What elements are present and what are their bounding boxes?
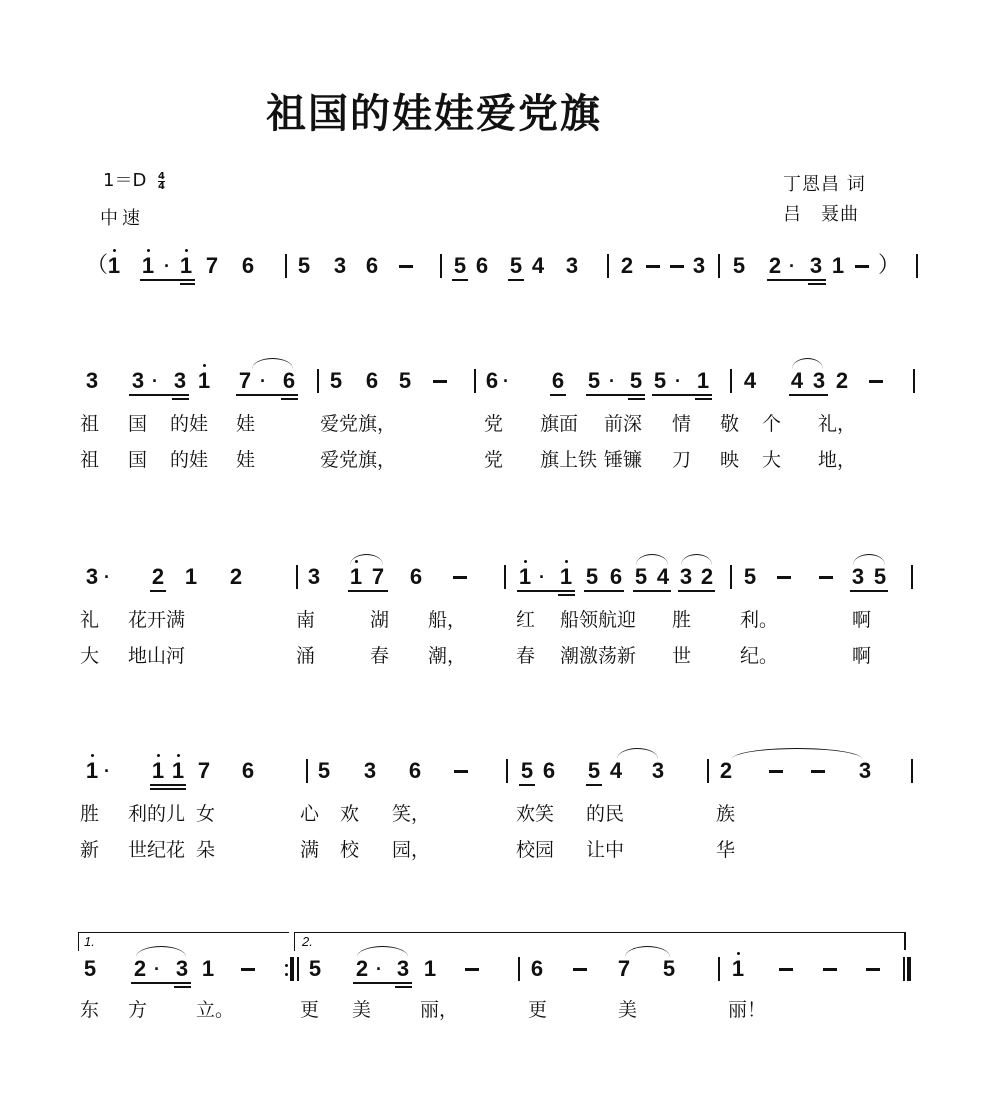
augmentation-dot: · [260,371,266,391]
lyric: 美 [618,999,638,1021]
lyric: 春 [516,645,536,667]
note: 6 [485,368,499,393]
underline-beam [140,279,195,281]
lyric: 更 [528,999,548,1021]
note: 2 [700,564,714,589]
note: 6 [551,368,565,393]
note: 4 [531,253,545,278]
note: 1 [349,564,363,589]
barline [607,254,609,278]
augmentation-dot: · [152,371,158,391]
high-octave-dot [185,249,188,252]
note: 3 [363,758,377,783]
note: 5 [308,956,322,981]
underline-beam [789,394,828,396]
note: 1 [184,564,198,589]
underline-beam [633,590,671,592]
note: 4 [656,564,670,589]
barline [296,565,298,589]
note: 1 [171,758,185,783]
note: 1 [518,564,532,589]
lyric: 利。 [740,609,779,631]
barline [285,254,287,278]
sustain-dash [779,968,793,971]
note: 3 [307,564,321,589]
note: 4 [743,368,757,393]
underline-beam [353,982,412,984]
note: 3 [858,758,872,783]
high-octave-dot [157,754,160,757]
note: 5 [585,564,599,589]
note: 5 [297,253,311,278]
slur-arc [350,554,383,565]
barline [317,369,319,393]
note: 5 [587,758,601,783]
volta-bracket-1 [78,932,289,951]
underline-beam [150,590,166,592]
lyric: 丽， [420,999,459,1021]
lyric: 丽！ [728,999,767,1021]
lyric: 湖 [370,609,390,631]
note: 2 [768,253,782,278]
note: 1 [731,956,745,981]
note: 6 [475,253,489,278]
barline [916,254,918,278]
underline-beam [150,784,186,786]
lyric: 美 [352,999,372,1021]
lyric: 潮激荡新 [560,645,637,667]
barline [730,369,732,393]
note: 5 [634,564,648,589]
note: 3 [396,956,410,981]
open-paren: （ [86,253,109,278]
underline-beam [131,982,191,984]
song-title: 祖国的娃娃爱党旗 [266,91,602,137]
key-label: 1＝D [103,170,147,191]
note: 3 [85,368,99,393]
augmentation-dot: · [675,371,681,391]
sustain-dash [869,380,883,383]
note: 3 [851,564,865,589]
slur-arc [792,358,823,369]
repeat-barline [290,957,294,981]
lyric: 更 [300,999,320,1021]
lyric: 胜 [672,609,692,631]
note: 5 [509,253,523,278]
sustain-dash [777,576,791,579]
volta-number-2: 2. [302,934,313,949]
lyric: 春 [370,645,390,667]
sustain-dash [453,576,467,579]
note: 7 [371,564,385,589]
note: 6 [282,368,296,393]
lyric: 映 [720,449,740,471]
augmentation-dot: · [376,959,382,979]
note: 3 [812,368,826,393]
lyric: 党 [484,449,504,471]
note: 1 [85,758,99,783]
sustain-dash [823,968,837,971]
repeat-dot [285,973,288,976]
time-signature [158,172,165,191]
augmentation-dot: · [104,761,110,781]
lyric: 礼 [80,609,100,631]
note: 3 [809,253,823,278]
lyric: 东 [80,999,100,1021]
high-octave-dot [113,249,116,252]
augmentation-dot: · [609,371,615,391]
note: 6 [542,758,556,783]
lyric: 礼， [818,413,857,435]
sustain-dash [241,968,255,971]
lyric: 园， [392,839,431,861]
augmentation-dot: · [104,567,110,587]
note: 2 [355,956,369,981]
lyric: 爱党旗， [320,413,397,435]
note: 5 [743,564,757,589]
note: 2 [835,368,849,393]
lyric: 朵 [196,839,216,861]
note: 1 [559,564,573,589]
slur-arc [681,554,712,565]
note: 1 [179,253,193,278]
note: 7 [617,956,631,981]
note: 3 [175,956,189,981]
barline [913,369,915,393]
note: 5 [317,758,331,783]
underline-beam [550,394,566,396]
sustain-dash [433,380,447,383]
lyric: 的娃 [170,449,209,471]
volta-number-1: 1. [84,934,95,949]
lyric: 船领航迎 [560,609,637,631]
augmentation-dot: · [154,959,160,979]
underline-beam [558,594,575,596]
sustain-dash [454,770,468,773]
time-bottom: 4 [158,180,166,192]
note: 3 [131,368,145,393]
augmentation-dot: · [789,256,795,276]
sustain-dash [573,968,587,971]
note: 5 [629,368,643,393]
barline [903,957,905,981]
barline [297,957,299,981]
high-octave-dot [203,364,206,367]
barline [730,565,732,589]
note: 2 [229,564,243,589]
barline [718,254,720,278]
slur-arc [636,554,668,565]
sustain-dash [465,968,479,971]
lyric: 的娃 [170,413,209,435]
barline [911,565,913,589]
lyric: 族 [716,803,736,825]
note: 5 [732,253,746,278]
lyric: 立。 [196,999,235,1021]
final-barline [907,957,911,981]
underline-beam [850,590,888,592]
sustain-dash [811,770,825,773]
sustain-dash [399,265,413,268]
note: 2 [719,758,733,783]
high-octave-dot [524,560,527,563]
key-signature [103,166,165,192]
slur-arc [853,554,885,565]
slur-arc [732,748,862,759]
lyric: 世纪花 [128,839,186,861]
underline-beam [678,590,715,592]
note: 6 [408,758,422,783]
barline [707,759,709,783]
lyric: 啊 [852,645,872,667]
lyric: 女 [196,803,216,825]
close-paren: ） [878,253,901,278]
note: 2 [620,253,634,278]
lyric: 潮， [428,645,467,667]
lyric: 心 [300,803,320,825]
lyric: 敬 [720,413,740,435]
note: 3 [85,564,99,589]
underline-beam [652,394,712,396]
augmentation-dot: · [503,371,509,391]
note: 7 [197,758,211,783]
barline [506,759,508,783]
underline-beam [517,590,575,592]
lyric: 方 [128,999,148,1021]
note: 1 [831,253,845,278]
repeat-dot [285,964,288,967]
note: 1 [696,368,710,393]
high-octave-dot [737,952,740,955]
lyric: 前深 [604,413,643,435]
note: 2 [133,956,147,981]
lyric: 旗面 [540,413,579,435]
lyric: 国 [128,449,148,471]
note: 1 [423,956,437,981]
volta-end [904,932,906,950]
note: 3 [333,253,347,278]
lyric: 啊 [852,609,872,631]
lyric: 个 [762,413,782,435]
lyric: 祖 [80,413,100,435]
underline-beam [695,398,712,400]
high-octave-dot [565,560,568,563]
underline-beam [452,279,468,281]
lyric: 船， [428,609,467,631]
sustain-dash [819,576,833,579]
note: 7 [238,368,252,393]
lyric: 刀 [672,449,692,471]
sustain-dash [646,265,660,268]
underline-beam [808,283,826,285]
note: 3 [565,253,579,278]
underline-beam [281,398,298,400]
barline [718,957,720,981]
lyric: 红 [516,609,536,631]
note: 7 [205,253,219,278]
underline-beam [236,394,298,396]
lyric: 利的儿 [128,803,186,825]
lyric: 纪。 [740,645,779,667]
note: 1 [197,368,211,393]
augmentation-dot: · [164,256,170,276]
time-top: 4 [158,170,166,182]
note: 2 [151,564,165,589]
note: 6 [241,758,255,783]
note: 5 [662,956,676,981]
note: 5 [587,368,601,393]
lyric: 校 [340,839,360,861]
underline-beam [586,784,602,786]
note: 4 [790,368,804,393]
note: 3 [173,368,187,393]
underline-beam [586,394,645,396]
tempo-marking: 中速 [100,208,144,229]
lyric: 欢笑 [516,803,555,825]
underline-beam [348,590,388,592]
lyric: 旗上铁 [540,449,598,471]
underline-beam [395,986,412,988]
note: 5 [873,564,887,589]
lyric: 南 [296,609,316,631]
lyricist-credit: 丁恩昌 词 [783,174,866,195]
lyric: 祖 [80,449,100,471]
lyric: 新 [80,839,100,861]
high-octave-dot [177,754,180,757]
lyric: 地山河 [128,645,186,667]
note: 5 [453,253,467,278]
high-octave-dot [147,249,150,252]
note: 5 [329,368,343,393]
lyric: 娃 [236,449,256,471]
lyric: 国 [128,413,148,435]
sustain-dash [866,968,880,971]
note: 5 [398,368,412,393]
lyric: 欢 [340,803,360,825]
sustain-dash [855,265,869,268]
note: 6 [530,956,544,981]
lyric: 娃 [236,413,256,435]
note: 5 [520,758,534,783]
note: 1 [141,253,155,278]
composer-credit: 吕 聂曲 [783,204,859,225]
lyric: 爱党旗， [320,449,397,471]
lyric: 笑， [392,803,431,825]
underline-beam [180,283,195,285]
barline [474,369,476,393]
sustain-dash [670,265,684,268]
lyric: 锤镰 [604,449,643,471]
augmentation-dot: · [539,567,545,587]
lyric: 的民 [586,803,625,825]
underline-beam [584,590,624,592]
note: 3 [651,758,665,783]
lyric: 情 [672,413,692,435]
underline-beam [172,398,189,400]
underline-beam [129,394,189,396]
lyric: 党 [484,413,504,435]
high-octave-dot [91,754,94,757]
underline-beam [628,398,645,400]
note: 3 [679,564,693,589]
note: 6 [609,564,623,589]
slur-arc [252,358,293,369]
underline-beam [150,788,186,790]
note: 1 [201,956,215,981]
barline [911,759,913,783]
note: 6 [365,368,379,393]
note: 3 [692,253,706,278]
lyric: 花开满 [128,609,186,631]
underline-beam [508,279,524,281]
note: 5 [83,956,97,981]
underline-beam [519,784,535,786]
note: 6 [365,253,379,278]
sustain-dash [769,770,783,773]
note: 4 [609,758,623,783]
lyric: 大 [80,645,100,667]
barline [306,759,308,783]
lyric: 大 [762,449,782,471]
lyric: 让中 [586,839,625,861]
lyric: 涌 [296,645,316,667]
lyric: 胜 [80,803,100,825]
underline-beam [174,986,191,988]
lyric: 校园 [516,839,555,861]
lyric: 世 [672,645,692,667]
lyric: 华 [716,839,736,861]
note: 1 [151,758,165,783]
note: 6 [409,564,423,589]
note: 6 [241,253,255,278]
lyric: 地， [818,449,857,471]
barline [518,957,520,981]
note: 5 [653,368,667,393]
barline [504,565,506,589]
barline [440,254,442,278]
note: 1 [107,253,121,278]
lyric: 满 [300,839,320,861]
underline-beam [767,279,826,281]
